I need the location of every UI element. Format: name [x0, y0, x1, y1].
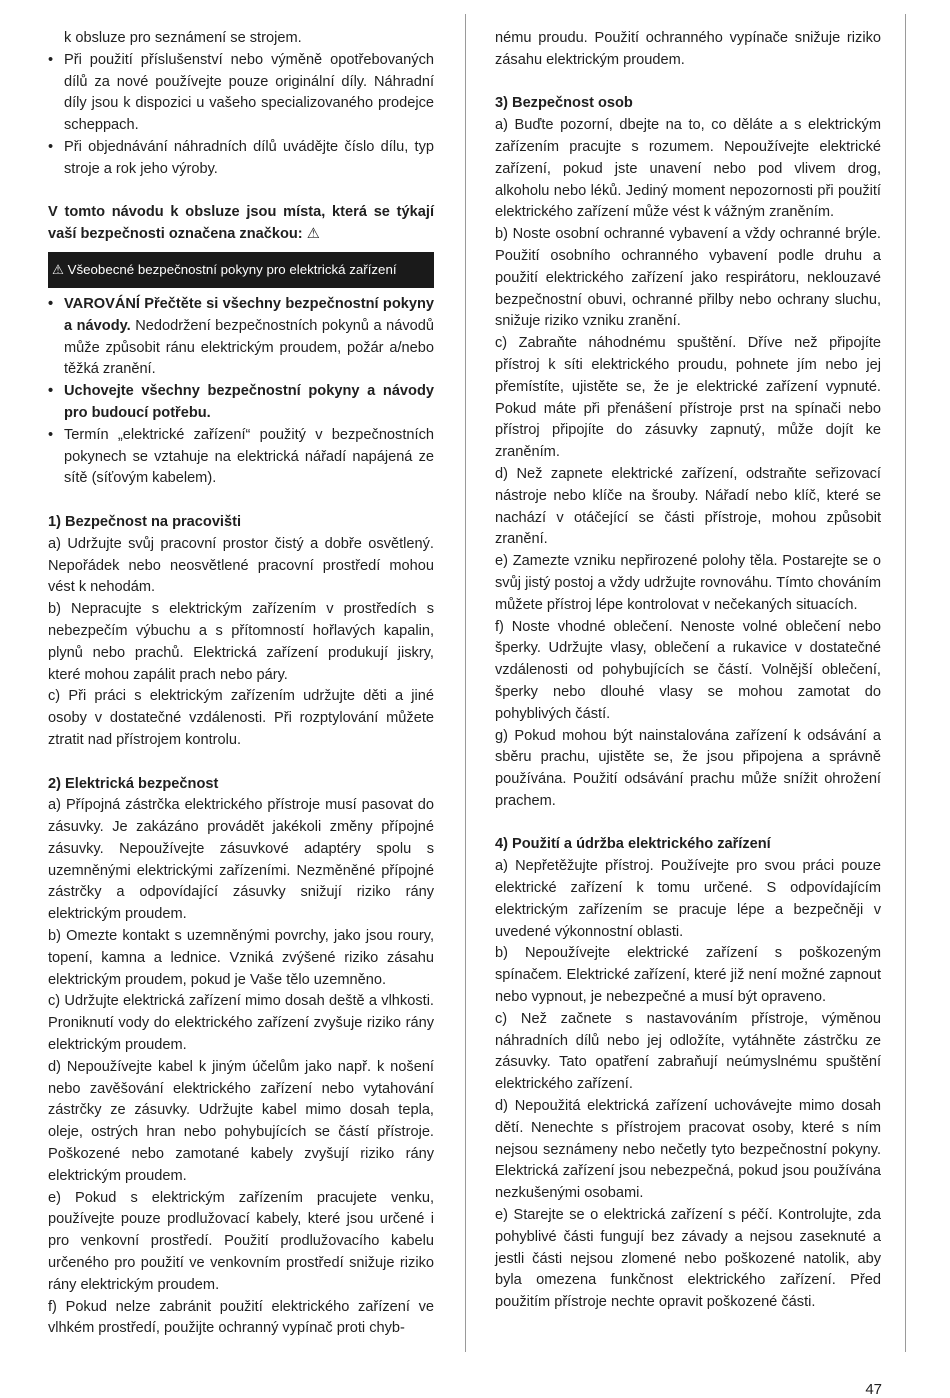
paragraph: e) Pokud s elektrickým zařízením pracujete venku, používejte pouze prodlužovací kabely, které jsou určené i pro venkovní prostředí. Použití prodlužovacího kabelu určeného pro použití ve venkovním prostředí snižuje riziko rány elektrickým proudem.	[48, 1189, 434, 1293]
paragraph: b) Omezte kontakt s uzemněnými povrchy, jako jsou roury, topení, kamna a lednice. Vzniká zvýšené riziko zásahu elektrickým proudem, pokud je Vaše tělo uzemněno.	[48, 928, 434, 988]
list-item: • Při použití příslušenství nebo výměně opotřebovaných dílů za nové používejte pouze originální díly. Náhradní díly jsou k dispozici u vašeho specializovaného prodejce scheppach.	[48, 50, 434, 137]
warning-bold: VAROVÁNÍ Přečtěte si všechny bezpečnostní pokyny a návody.	[64, 295, 434, 334]
warning-heading-bar	[48, 252, 434, 288]
section-title: 3) Bezpečnost osob	[495, 95, 633, 112]
list-item: • Při objednávání náhradních dílů uvádějte číslo dílu, typ stroje a rok jeho výroby.	[48, 137, 434, 181]
list-item: • Uchovejte všechny bezpečnostní pokyny a návody pro budoucí potřebu.	[48, 381, 434, 425]
paragraph: nému proudu. Použití ochranného vypínače snižuje riziko zásahu elektrickým proudem.	[495, 30, 881, 68]
section-title: 2) Elektrická bezpečnost	[48, 775, 219, 792]
paragraph: b) Noste osobní ochranné vybavení a vždy ochranné brýle. Použití osobního ochranného vybavení podle druhu a použití elektrického zařízení jako respirátoru, neklouzavé bezpečnostní obuvi, ochranné přilby nebo ochrany sluchu, snižuje riziko vzniku zranění.	[495, 226, 881, 330]
paragraph: a) Nepřetěžujte přístroj. Používejte pro svou práci pouze elektrické zařízení k tomu určené. S odpovídajícím elektrickým zařízením se pracuje lépe a bezpečněji v uvedené výkonnostní oblasti.	[495, 858, 881, 940]
paragraph: c) Udržujte elektrická zařízení mimo dosah deště a vlhkosti. Proniknutí vody do elektrického zařízení zvyšuje riziko rány elektrickým proudem.	[48, 993, 434, 1054]
paragraph: a) Udržujte svůj pracovní prostor čistý a dobře osvětlený. Nepořádek nebo neosvětlené pracovní prostředí mohou vést k nehodám.	[48, 535, 434, 596]
paragraph: c) Než začnete s nastavováním přístroje, výměnou náhradních dílů nebo jej odložíte, vytáhněte zástrčku ze zásuvky. Tato opatření zabraňují neúmyslnému spuštění elektrického zařízení.	[495, 1010, 881, 1093]
warning-triangle-icon: ⚠	[52, 261, 64, 277]
warning-triangle-icon: ⚠	[306, 226, 320, 243]
paragraph: b) Nepoužívejte elektrické zařízení s poškozeným spínačem. Elektrické zařízení, které již není možné zapnout nebo vypnout, je nebezpečné a musí být opraveno.	[495, 945, 881, 1006]
paragraph: g) Pokud mohou být nainstalována zařízení k odsávání a sběru prachu, ujistěte se, že jsou připojena a správně používána. Použití odsávání prachu může snížit ohrožení prachem.	[495, 727, 881, 809]
paragraph: e) Zamezte vzniku nepřirozené polohy těla. Postarejte se o svůj jistý postoj a vždy udržujte rovnováhu. Tímto chováním můžete přístroj lépe kontrolovat v nečekaných situacích.	[495, 553, 881, 613]
paragraph: a) Přípojná zástrčka elektrického přístroje musí pasovat do zásuvky. Je zakázáno provádět jakékoli změny přípojné zásuvky. Nepoužívejte zásuvkové adaptéry spolu s uzemněnými elektrickými zařízeními. Nezměněné přípojné zástrčky a odpovídající zásuvky snižují riziko rány elektrickým proudem.	[48, 797, 434, 923]
safety-notice-text: V tomto návodu k obsluze jsou místa, která se týkají vaší bezpečnosti označena značkou:	[48, 204, 434, 243]
warning-text: Nedodržení bezpečnostních pokynů a návodů může způsobit ránu elektrickým proudem, požár a/nebo těžká zranění.	[64, 317, 435, 378]
paragraph: b) Nepracujte s elektrickým zařízením v prostředích s nebezpečím výbuchu a s přítomností hořlavých kapalin, plynů nebo prachů. Elektrická zařízení produkují jiskry, které mohou zapálit prach nebo páry.	[48, 601, 434, 683]
paragraph: c) Při práci s elektrickým zařízením udržujte děti a jiné osoby v dostatečné vzdálenosti. Při rozptylování můžete ztratit nad přístrojem kontrolu.	[48, 688, 434, 748]
left-column	[48, 28, 434, 1340]
safety-notice	[48, 202, 434, 246]
paragraph: d) Nepoužívejte kabel k jiným účelům jako např. k nošení nebo zavěšování elektrického zařízení nebo vytahování zástrčky ze zásuvky. Udržujte kabel mimo dosah tepla, oleje, ostrých hran nebo pohybujících se částí přístroje. Poškozené nebo zamotané kabely zvyšují riziko rány elektrickým proudem.	[48, 1058, 434, 1184]
warning-heading-text: Všeobecné bezpečnostní pokyny pro elektrická zařízení	[67, 261, 397, 277]
intro-continuation: k obsluze pro seznámení se strojem.	[64, 30, 302, 46]
page-number: 47	[865, 1381, 882, 1398]
column-divider	[465, 14, 466, 1352]
paragraph: d) Než zapnete elektrické zařízení, odstraňte seřizovací nástroje nebo klíče na šrouby. Nářadí nebo klíč, které se nachází v otáčející se části přístroje, mohou způsobit zranění.	[495, 465, 881, 548]
list-item: • Termín „elektrické zařízení“ použitý v bezpečnostních pokynech se vztahuje na elektrická nářadí napájená ze sítě (síťovým kabelem).	[48, 425, 434, 490]
paragraph: c) Zabraňte náhodnému spuštění. Dříve než připojíte přístroj k síti elektrického proudu, pohnete jím nebo jej přemístíte, ujistěte se, že je elektrické zařízení vypnuté. Pokud máte při přenášení přístroje prst na spínači nebo přístroj připojíte do zásuvky zapnutý, může dojít ke zraněním.	[495, 335, 881, 461]
paragraph: f) Pokud nelze zabránit použití elektrického zařízení ve vlhkém prostředí, použijte ochranný vypínač proti chyb-	[48, 1298, 434, 1337]
paragraph: e) Starejte se o elektrická zařízení s péčí. Kontrolujte, zda pohyblivé části fungují bez závady a nejsou zaseknuté a jestli části nejsou zlomené nebo poškozené natolik, aby byla omezena funkčnost elektrického zařízení. Před použitím přístroje nechte opravit poškozené části.	[495, 1207, 881, 1311]
section-title: 4) Použití a údržba elektrického zařízení	[495, 836, 771, 853]
section-title: 1) Bezpečnost na pracovišti	[48, 513, 242, 530]
paragraph: a) Buďte pozorní, dbejte na to, co děláte a s elektrickým zařízením pracujte s rozumem. Nepoužívejte elektrické zařízení, pokud jste unavení nebo pod vlivem drog, alkoholu nebo léků. Jediný moment nepozornosti při použití elektrického zařízení může vést k vážným zraněním.	[495, 117, 881, 221]
right-page-edge-line	[905, 14, 906, 1352]
right-column	[495, 28, 881, 1314]
list-item	[48, 294, 434, 381]
paragraph: d) Nepoužitá elektrická zařízení uchovávejte mimo dosah dětí. Nenechte s přístrojem pracovat osoby, které s ním nejsou seznámeny nebo nečetly tyto bezpečnostní pokyny. Elektrická zařízení jsou nebezpečná, pokud jsou používána nezkušenými osobami.	[495, 1098, 881, 1202]
paragraph: f) Noste vhodné oblečení. Nenoste volné oblečení nebo šperky. Udržujte vlasy, oblečení a rukavice v dostatečné vzdálenosti od pohybujících se částí. Volnější oblečení, šperky nebo dlouhé vlasy se mohou zamotat do pohyblivých částí.	[495, 618, 881, 722]
